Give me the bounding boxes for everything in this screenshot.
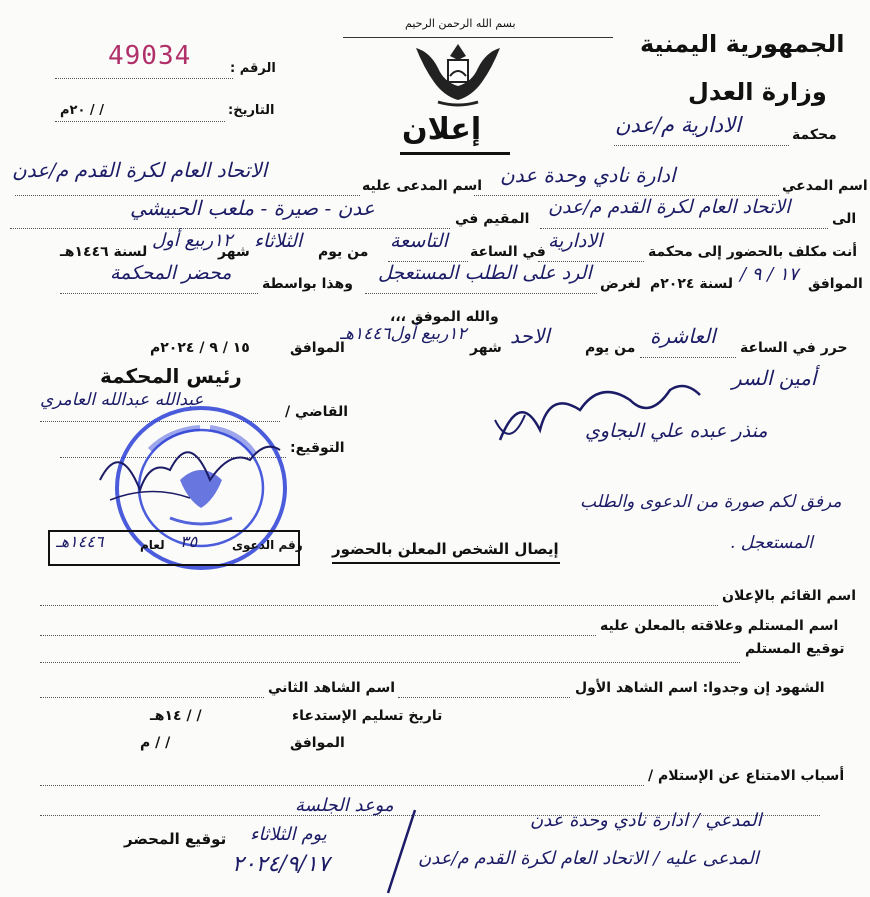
- title-underline: [400, 152, 510, 155]
- receipt-title: إيصال الشخص المعلن بالحضور: [332, 540, 559, 558]
- first-witness-line: [398, 697, 570, 698]
- written-month-label: شهر: [470, 340, 502, 356]
- defendant-note: المدعى عليه / الاتحاد العام لكرة القدم م/عدن: [418, 848, 759, 869]
- refusal-line: [40, 785, 644, 786]
- state-name: الجمهورية اليمنية: [640, 30, 845, 58]
- written-day-label: من يوم: [585, 340, 636, 356]
- month-label: شهر: [218, 244, 250, 260]
- summons-date-value: / / ١٤هـ: [150, 708, 202, 724]
- resident-line: [10, 228, 450, 229]
- hour-value: التاسعة: [390, 230, 448, 252]
- separator-stroke: [380, 805, 420, 895]
- court-label: محكمة: [792, 127, 837, 143]
- court-line: [614, 145, 789, 146]
- case-no-value: ٣٥: [180, 532, 198, 551]
- date-label: التاريخ:: [228, 103, 275, 118]
- case-year-value: ١٤٤٦هـ: [56, 532, 104, 551]
- judge-signature: [90, 420, 290, 510]
- clerk-title: أمين السر: [732, 366, 817, 390]
- announcer-label: اسم القائم بالإعلان: [722, 588, 856, 604]
- yemen-eagle-emblem: [408, 38, 508, 110]
- recipient-signature-label: توقيع المستلم: [745, 641, 845, 657]
- case-year-label: لعام: [140, 538, 165, 552]
- to-label: الى: [832, 211, 857, 227]
- via-line: [60, 293, 258, 294]
- at-hour-label: في الساعة: [470, 244, 546, 260]
- session-date: ٢٠٢٤/٩/١٧: [232, 852, 330, 877]
- corresponding-value: ١٧ / ٩ /: [740, 264, 799, 285]
- date-value: / / ٢٠م: [60, 103, 104, 118]
- second-witness-label: اسم الشاهد الثاني: [268, 680, 396, 696]
- server-signature-label: توقيع المحضر: [124, 830, 227, 848]
- clerk-name: منذر عبده علي البجاوي: [585, 420, 768, 442]
- summons-date-label: تاريخ تسليم الإستدعاء: [292, 708, 443, 724]
- purpose-line: [365, 293, 597, 294]
- session-day: يوم الثلاثاء: [250, 824, 327, 845]
- recipient-signature-line: [40, 662, 740, 663]
- plaintiff-note: المدعي / ادارة نادي وحدة عدن: [530, 810, 762, 831]
- defendant-value: الاتحاد العام لكرة القدم م/عدن: [12, 158, 268, 182]
- to-line: [540, 228, 828, 229]
- defendant-label: اسم المدعى عليه: [362, 178, 483, 194]
- recipient-label: اسم المستلم وعلاقته بالمعلن عليه: [600, 618, 839, 634]
- judge-label: القاضي /: [285, 404, 349, 420]
- purpose-label: لغرض: [600, 276, 641, 292]
- receipt-title-underline: [332, 562, 560, 564]
- clerk-signature: [480, 370, 710, 460]
- written-month: ١٢ربيع أول١٤٤٦هـ: [340, 324, 467, 344]
- session-line: موعد الجلسة: [295, 795, 394, 816]
- witnesses-label: الشهود إن وجدوا: اسم الشاهد الأول: [575, 680, 825, 696]
- date-line: [55, 121, 225, 122]
- summoned-label: أنت مكلف بالحضور إلى محكمة: [648, 244, 858, 260]
- second-witness-line: [40, 697, 264, 698]
- purpose-value: الرد على الطلب المستعجل: [378, 262, 592, 284]
- day-value: الثلاثاء: [254, 230, 303, 252]
- announcer-line: [40, 605, 718, 606]
- case-no-label: رقم الدعوى: [232, 538, 303, 552]
- summons-corr-value: / / م: [140, 735, 171, 751]
- attachment-note: مرفق لكم صورة من الدعوى والطلب: [580, 492, 842, 512]
- number-line: [55, 78, 233, 79]
- month-value: ١٢ربيع أول: [152, 230, 233, 251]
- resident-label: المقيم في: [455, 211, 530, 227]
- plaintiff-label: اسم المدعي: [782, 178, 868, 194]
- written-corr-label: الموافق: [290, 340, 345, 356]
- summoned-court: الادارية: [548, 230, 603, 252]
- judge-value: عبدالله عبدالله العامري: [40, 390, 204, 410]
- document-number: 49034: [108, 41, 192, 71]
- written-label: حرر في الساعة: [740, 340, 848, 356]
- summons-corr-label: الموافق: [290, 735, 345, 751]
- court-head-title: رئيس المحكمة: [100, 364, 242, 388]
- ministry-name: وزارة العدل: [688, 78, 827, 106]
- written-corr-value: ١٥ / ٩ / ٢٠٢٤م: [150, 340, 250, 356]
- number-label: الرقم :: [230, 61, 276, 76]
- via-label: وهذا بواسطة: [262, 276, 353, 292]
- from-day-label: من يوم: [318, 244, 369, 260]
- court-value: الادارية م/عدن: [615, 113, 741, 137]
- written-day: الاحد: [510, 324, 550, 348]
- year-label: لسنة ١٤٤٦هـ: [60, 244, 148, 260]
- written-hour-line: [640, 357, 736, 358]
- basmala: بسم الله الرحمن الرحيم: [405, 17, 516, 30]
- resident-value: عدن - صيرة - ملعب الحبيشي: [130, 196, 375, 220]
- signature-label: التوقيع:: [290, 440, 345, 456]
- document-title: إعلان: [402, 112, 482, 147]
- attachment-note-cont: المستعجل .: [730, 533, 813, 553]
- refusal-label: أسباب الامتناع عن الإستلام /: [648, 768, 845, 784]
- plaintiff-value: ادارة نادي وحدة عدن: [500, 163, 676, 187]
- closing-text: والله الموفق ،،،: [390, 309, 499, 325]
- corr-year-label: لسنة ٢٠٢٤م: [650, 276, 734, 292]
- written-hour: العاشرة: [650, 324, 716, 348]
- corresponding-label: الموافق: [808, 276, 863, 292]
- recipient-line: [40, 635, 596, 636]
- via-value: محضر المحكمة: [110, 262, 232, 284]
- to-value: الاتحاد العام لكرة القدم م/عدن: [548, 196, 791, 218]
